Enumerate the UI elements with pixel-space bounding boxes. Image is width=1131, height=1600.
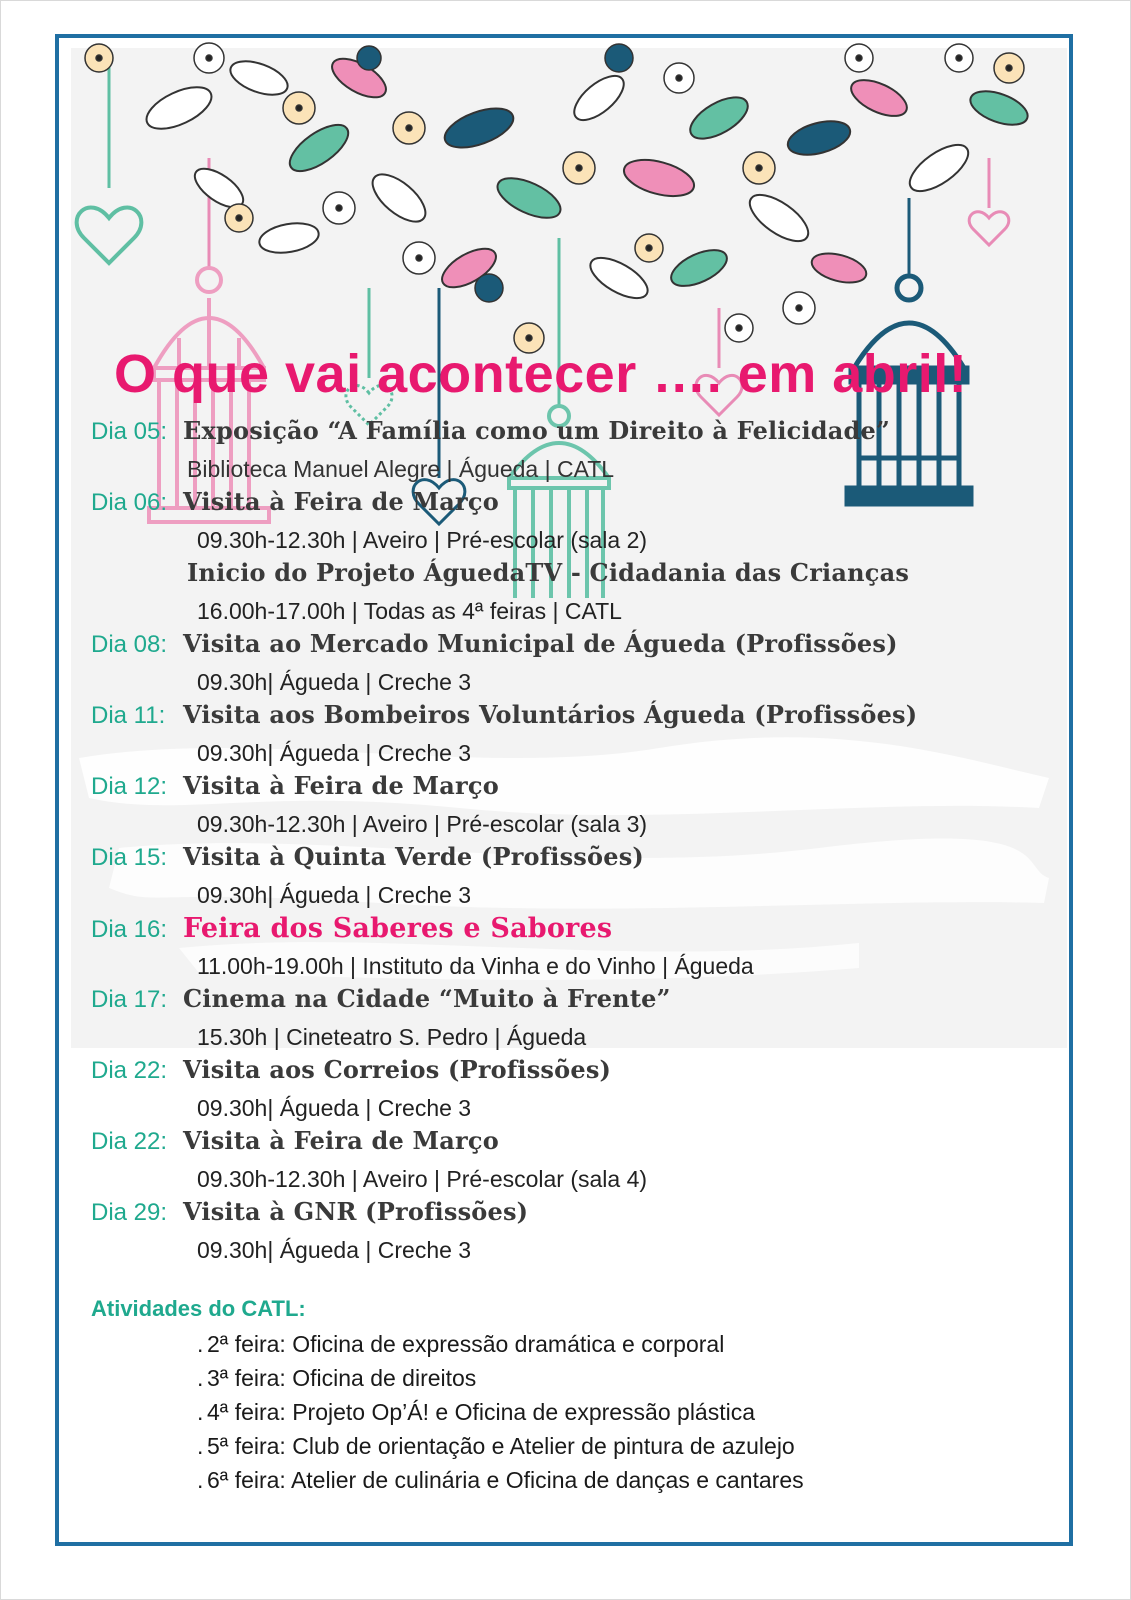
agenda-day: Dia 12: [91,773,168,800]
agenda-day: Dia 11: [91,702,166,729]
agenda-item [91,913,1051,984]
agenda-day: Dia 29: [91,1199,168,1226]
agenda-item-header [91,629,1051,664]
agenda-title: Visita à Quinta Verde (Profissões) [183,842,644,871]
agenda-item [91,416,1051,487]
agenda-day: Dia 16: [91,916,168,943]
catl-activity: Club de orientação e Atelier de pintura de azulejo [292,1433,795,1459]
catl-item [91,1361,1051,1395]
agenda-title: Cinema na Cidade “Muito à Frente” [183,984,671,1013]
catl-bullet: . [197,1467,204,1493]
catl-item [91,1327,1051,1361]
agenda-item-header [91,842,1051,877]
agenda-detail: 09.30h-12.30h | Aveiro | Pré-escolar (sala 3) [197,811,648,837]
catl-activity: Projeto Op’Á! e Oficina de expressão plástica [292,1399,756,1425]
agenda-detail: 09.30h| Águeda | Creche 3 [197,1237,472,1263]
catl-item [91,1429,1051,1463]
agenda-item [91,487,1051,629]
catl-bullet: . [197,1365,204,1391]
agenda-title: Visita aos Bombeiros Voluntários Águeda (Profissões) [183,700,918,729]
catl-activity: Oficina de expressão dramática e corporal [292,1331,725,1357]
catl-activity: Atelier de culinária e Oficina de danças e cantares [290,1467,804,1493]
agenda-item [91,700,1051,771]
catl-weekday: 3ª feira: [207,1365,286,1391]
agenda-detail: 15.30h | Cineteatro S. Pedro | Águeda [197,1024,587,1050]
agenda-extra-detail: 16.00h-17.00h | Todas as 4ª feiras | CATL [197,598,622,624]
agenda-title: Visita aos Correios (Profissões) [183,1055,612,1084]
agenda-day: Dia 15: [91,844,168,871]
agenda-detail: Biblioteca Manuel Alegre | Águeda | CATL [187,456,615,482]
agenda-title: Visita à Feira de Março [183,487,499,516]
agenda-item-header [91,1197,1051,1232]
poster-heading: O que vai acontecer …. em abril! [114,344,968,404]
agenda-day: Dia 05: [91,418,168,445]
agenda-item-header [91,416,1051,451]
catl-bullet: . [197,1331,204,1357]
agenda-detail: 11.00h-19.00h | Instituto da Vinha e do Vinho | Águeda [197,953,754,979]
agenda-day: Dia 08: [91,631,168,658]
catl-activity: Oficina de direitos [292,1365,477,1391]
agenda-item [91,842,1051,913]
agenda-title: Visita à Feira de Março [183,1126,499,1155]
catl-item [91,1395,1051,1429]
agenda-item [91,1055,1051,1126]
agenda-item-header [91,1126,1051,1161]
agenda-item-header [91,487,1051,522]
catl-item [91,1463,1051,1497]
poster-frame [55,34,1073,1546]
agenda-item [91,1126,1051,1197]
agenda-item-header [91,1055,1051,1090]
agenda-item [91,984,1051,1055]
agenda-title: Visita à Feira de Março [183,771,499,800]
catl-weekday: 2ª feira: [207,1331,286,1357]
agenda-title: Feira dos Saberes e Sabores [183,913,613,944]
catl-weekday: 6ª feira: [207,1467,286,1493]
agenda-item-header [91,700,1051,735]
agenda-detail: 09.30h| Águeda | Creche 3 [197,1095,472,1121]
catl-section [91,1291,1051,1497]
agenda-title: Visita à GNR (Profissões) [183,1197,529,1226]
agenda-item-header [91,771,1051,806]
agenda-extra-title: Inicio do Projeto ÁguedaTV - Cidadania das Crianças [187,558,910,587]
catl-items [91,1327,1051,1497]
agenda-day: Dia 06: [91,489,168,516]
catl-bullet: . [197,1399,204,1425]
catl-title: Atividades do CATL: [91,1296,306,1321]
agenda-title: Exposição “A Família como um Direito à Felicidade” [183,416,890,445]
agenda-title: Visita ao Mercado Municipal de Águeda (Profissões) [183,629,898,658]
agenda-item-header [91,913,1051,948]
agenda-item [91,771,1051,842]
catl-weekday: 5ª feira: [207,1433,286,1459]
agenda-detail: 09.30h| Águeda | Creche 3 [197,740,472,766]
agenda-extra-header [91,558,1051,593]
agenda-item [91,629,1051,700]
agenda-day: Dia 22: [91,1128,168,1155]
agenda-item [91,1197,1051,1268]
agenda-detail: 09.30h-12.30h | Aveiro | Pré-escolar (sala 2) [197,527,648,553]
agenda-list [91,416,1051,1268]
agenda-day: Dia 17: [91,986,168,1013]
agenda-detail: 09.30h| Águeda | Creche 3 [197,882,472,908]
agenda-day: Dia 22: [91,1057,168,1084]
agenda-detail: 09.30h-12.30h | Aveiro | Pré-escolar (sala 4) [197,1166,648,1192]
catl-bullet: . [197,1433,204,1459]
agenda-item-header [91,984,1051,1019]
catl-weekday: 4ª feira: [207,1399,286,1425]
agenda-detail: 09.30h| Águeda | Creche 3 [197,669,472,695]
